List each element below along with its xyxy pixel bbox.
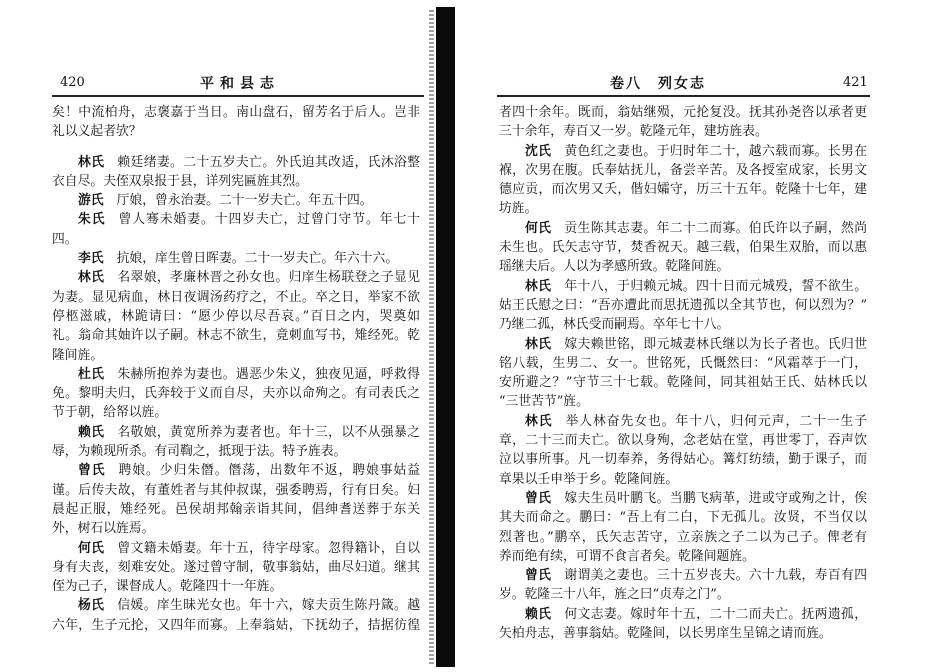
line-text: 矢柏舟志，善事翁姑。乾隆间，以长男庠生呈锦之请而旌。 [499,626,832,642]
text-line [499,624,867,643]
line-text: 为妻。显见病血，林日夜调汤药疗之，不止。卒之日，举家不欲 [52,289,420,305]
entry-name: 林氏 [78,270,105,286]
entry-name: 赖氏 [525,606,552,622]
entry-name: 赖氏 [78,424,105,440]
biography-entry [499,489,867,566]
entry-name: 林氏 [525,413,553,429]
right-page-header [455,73,950,93]
entry-name: 何氏 [525,220,552,236]
page-number: 421 [843,75,868,90]
entry-name: 游氏 [78,193,104,209]
text-line [52,481,420,500]
continued-paragraph [499,103,867,142]
line-text: 外，树石以旌焉。 [52,521,155,537]
biography-entry [499,335,867,412]
biography-entry [52,268,420,364]
line-text: 瑶继夫后。人以为孝感所致。乾隆间旌。 [499,259,730,275]
biography-entry [499,412,867,489]
text-line [499,431,867,450]
left-page [0,0,436,672]
biography-entry [499,142,867,219]
biography-entry [499,566,867,605]
line-text: 其夫而命之。鹏曰：“吾上有二白，下无孤儿。汝贤，不当仅以 [499,510,867,526]
entry-name: 杜氏 [78,366,105,382]
line-text: 章，二十三而夫亡。欲以身殉，念老姑在堂，再世零丁，吞声饮 [499,433,867,449]
text-line [52,288,420,307]
entry-name: 曾氏 [78,463,106,479]
text-line [499,373,867,392]
text-line [499,528,867,547]
line-text: 铭八载，生男二、女一。世铭死，氏慨然曰：“风霜萃于一门， [499,355,867,371]
text-line [499,547,867,566]
text-line [52,616,420,635]
text-line [52,172,420,191]
line-text: 谢谓美之妻也。三十五岁丧夫。六十九载，寿百有四 [564,568,868,584]
line-text: 抗娘，庠生曾日晖妻。二十一岁夫亡。年六十六。 [116,251,399,267]
biography-entry [52,153,420,192]
text-line [499,585,867,604]
line-text: 赖廷绪妻。二十五岁夫亡。外氏迫其改适，氏沐浴整 [117,154,421,170]
text-line [499,296,867,315]
entry-name: 林氏 [525,336,552,352]
line-text: 岁。乾隆三十八年，旌之曰“贞寿之门”。 [499,587,730,603]
running-title: 卷八 列女志 [610,76,706,92]
line-text: 烈著也。”鹏卒，氏矢志苦守，立亲族之子二以为己子。俾老有 [499,529,867,545]
line-text: 六年，生子元抡，又四年而寡。上奉翁姑，下抚幼子，拮据彷徨 [52,617,420,633]
entry-name: 李氏 [78,251,104,267]
text-line [52,249,420,268]
text-line [499,315,867,334]
text-line [499,257,867,276]
header-rule [52,95,424,97]
line-text: 聘娘。少归朱僭。僭荡，出数年不返，聘娘事姑益 [118,463,421,479]
line-text: 身有夫丧，刻难安处。遂过曾守制，敬事翁姑，曲尽妇道。继其 [52,559,420,575]
right-page-body [499,103,867,643]
line-text: 礼以义起者欤？ [52,124,142,140]
line-text: 泣以事所事。凡一切奉养，务得姑心。篝灯纺绩，勤于课子，而 [499,452,867,468]
text-line [499,238,867,257]
line-text: 安所避之？”守节三十七载。乾隆间，同其祖姑王氏、姑林氏以 [499,375,867,391]
text-line [499,392,867,411]
text-line [499,450,867,469]
line-text: 节于朝，给帑以旌。 [52,405,168,421]
text-line [499,412,867,431]
line-text: 名翠娘，孝廉林晋之孙女也。归庠生杨联登之子显见 [117,270,421,286]
text-line [52,346,420,365]
text-line [499,219,867,238]
page-edge [429,10,434,665]
running-title: 平和县志 [200,76,280,92]
text-line [499,489,867,508]
biography-entry [52,365,420,423]
text-line [499,103,867,122]
text-line [499,161,867,180]
entry-name: 何氏 [78,540,105,556]
line-text: 养而绝有续，可谓不食言者矣。乾隆间题旌。 [499,548,755,564]
biography-entry [52,191,420,210]
line-text: 名敬娘，黄宽所养为妻者也。年十三，以不从强暴之 [117,424,421,440]
text-line [52,461,420,480]
entry-name: 朱氏 [78,212,106,228]
line-text: 隆间旌。 [52,347,104,363]
text-line [52,307,420,326]
text-line [52,423,420,442]
text-line [499,470,867,489]
line-text: “三世苦节”旌。 [499,394,589,410]
line-text: 三十余年，寿百又一岁。乾隆元年，建坊旌表。 [499,124,768,140]
line-text: 信媛。庠生昧光女也。年十六，嫁夫贡生陈丹箴。越 [117,598,421,614]
biography-entry [52,539,420,597]
biography-entry [52,249,420,268]
text-line [499,277,867,296]
text-line [52,577,420,596]
line-text: 矣！中流柏舟，志褒嘉于当日。南山盘石，留芳名于后人。岂非 [52,105,420,120]
text-line [499,180,867,199]
line-text: 举人林奋先女也。年十八，归何元声，二十一生子 [565,413,868,429]
entry-name: 杨氏 [78,598,105,614]
page-number: 420 [60,75,85,90]
text-line [52,191,420,210]
line-text: 衣自尽。夫侄双泉报于县，详列宪匾旌其烈。 [52,173,308,189]
line-text: 姑王氏慰之曰：“吾亦遭此而思抚遗孤以全其节也，何以烈为？” [499,297,867,313]
line-text: 朱赫所抱养为妻也。遇恶少朱义，独夜见逼，呼救得 [117,366,421,382]
text-line [52,558,420,577]
line-text: 四。 [52,231,78,247]
left-page-header [0,73,436,93]
entry-name: 沈氏 [525,143,552,159]
line-text: 厅娘，曾永治妻。二十一岁夫亡。年五十四。 [116,193,373,209]
line-text: 者四十余年。既而，翁姑继殒，元抡复没。抚其孙尧咨以承者更 [499,105,867,120]
text-line [52,442,420,461]
line-text: 未生也。氏矢志守节，焚香祝天。越三载，伯果生双胎，而以惠 [499,240,867,256]
line-text: 曾人骞未婚妻。十四岁夫亡，过曾门守节。年七十 [118,212,421,228]
line-text: 礼。翁命其妯许以子嗣。林志不欲生，竟刺血写书，雉经死。乾 [52,328,420,344]
text-line [52,384,420,403]
entry-name: 曾氏 [525,568,552,584]
text-line [52,365,420,384]
line-text: 年十八，于归赖元城。四十日而元城殁，誓不欲生。 [564,278,868,294]
left-page-body [52,103,420,635]
text-line [52,122,420,141]
biography-entry [499,219,867,277]
entry-name: 林氏 [525,278,552,294]
line-text: 谨。后传夫故，有董姓者与其仲叔谋，强委聘焉，行有日矣。妇 [52,482,420,498]
book-spine-shadow [436,7,455,667]
continued-paragraph [52,103,420,142]
right-page [455,0,950,672]
line-text: 晨起正服，雉经死。邑侯胡邦翰亲诣其间，倡绅耆送葬于东关 [52,501,420,517]
text-line [499,335,867,354]
biography-entry [499,605,867,644]
text-line [52,500,420,519]
line-text: 嫁夫生员叶鹏飞。当鹏飞病革，进或守或殉之计，俟 [564,490,868,506]
line-text: 侄为己子，课督成人。乾隆四十一年旌。 [52,579,283,595]
text-line [52,210,420,229]
biography-entry [52,210,420,249]
text-line [52,539,420,558]
text-line [499,605,867,624]
biography-entry [499,277,867,335]
text-line [52,596,420,615]
text-line [499,122,867,141]
entry-name: 林氏 [78,154,105,170]
text-line [499,354,867,373]
entry-name: 曾氏 [525,490,552,506]
text-line [52,519,420,538]
text-line [499,199,867,218]
line-text: 何文志妻。嫁时年十五，二十二而夫亡。抚两遗孤， [564,606,868,622]
line-text: 停柩滋戚，林跪请曰：“愿少停以尽吾哀。”百日之内，哭奠如 [52,308,420,324]
text-line [52,403,420,422]
text-line [52,153,420,172]
line-text: 褓，次男在腹。氏奉姑抚儿，备尝辛苦。及各授室成家，长男文 [499,162,867,178]
line-text: 坊旌。 [499,201,538,217]
line-text: 黄色红之妻也。于归时年二十，越六载而寡。长男在 [564,143,868,159]
biography-entry [52,596,420,635]
text-line [52,103,420,122]
line-text: 章果以壬申举于乡。乾隆间旌。 [499,471,679,487]
line-text: 曾文籍未婚妻。年十五，待字母家。忽得籍讣，自以 [117,540,421,556]
text-line [499,142,867,161]
line-text: 德应贡，而次男又夭，偕妇孀守，历三十五年。乾隆十七年，建 [499,182,867,198]
text-line [499,508,867,527]
text-line [499,566,867,585]
biography-entry [52,461,420,538]
line-text: 乃继二孤，林氏受而嗣焉。卒年七十八。 [499,317,730,333]
line-text: 辱，为赖现所杀。有司鞫之，抵现于法。特予旌表。 [52,444,347,460]
biography-entry [52,423,420,462]
text-line [52,326,420,345]
text-line [52,230,420,249]
line-text: 嫁夫赖世铭，即元城妻林氏继以为长子者也。氏归世 [564,336,868,352]
text-line [52,268,420,287]
line-text: 免。黎明夫归，氏奔较于义而自尽，夫亦以命殉之。有司表氏之 [52,386,420,402]
header-rule [497,95,870,97]
line-text: 贡生陈其志妻。年二十二而寡。伯氏许以子嗣，然尚 [564,220,868,236]
